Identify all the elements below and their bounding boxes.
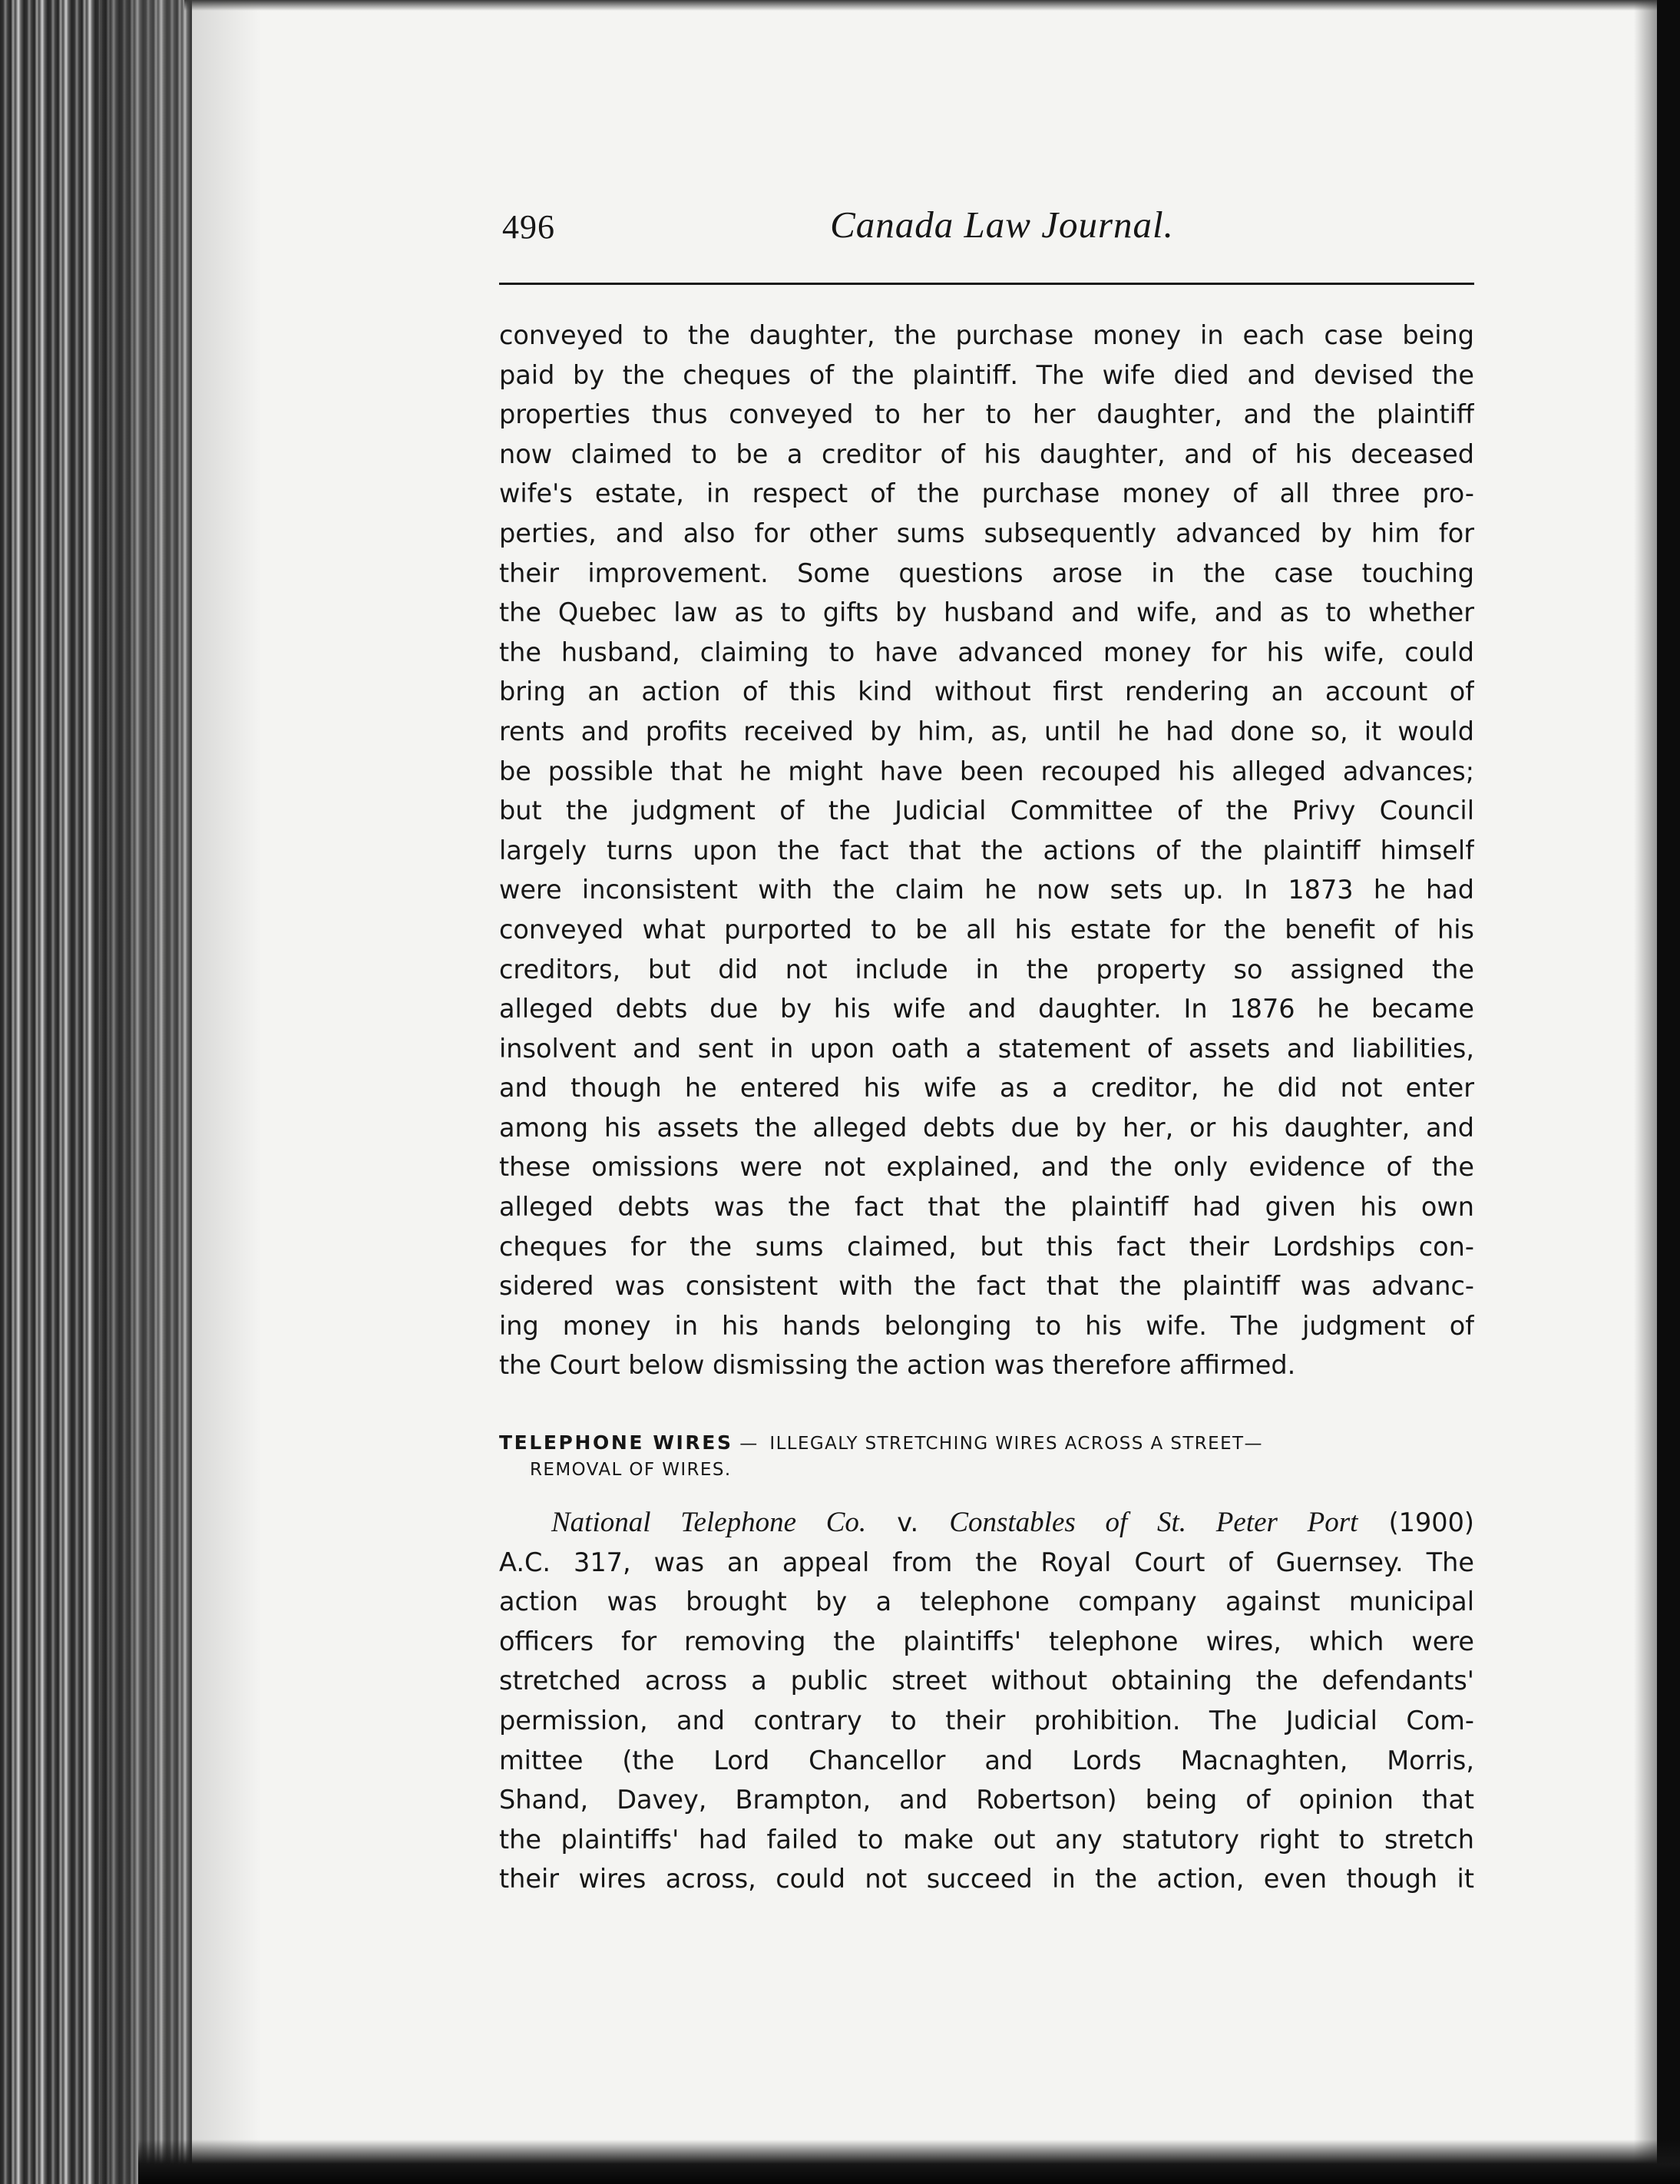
text-line: mittee (the Lord Chancellor and Lords Macnaghten, Morris, [499,1745,1474,1775]
text-line: stretched across a public street without obtaining the defendants' [499,1666,1474,1696]
text-line: wife's estate, in respect of the purchase money of all three pro- [499,478,1474,509]
section-heading-subject: ILLEGALY STRETCHING WIRES ACROSS A STREET— [769,1434,1263,1454]
section-heading-key: TELEPHONE WIRES [499,1431,733,1454]
case-name-defendant: Constables of St. Peter Port [949,1507,1358,1539]
text-line: largely turns upon the fact that the actions of the plaintiff himself [499,835,1474,865]
text-line: cheques for the sums claimed, but this fact their Lordships con- [499,1231,1474,1262]
section-heading [499,1430,1474,1483]
text-line: now claimed to be a creditor of his daughter, and of his deceased [499,438,1474,469]
text-line: alleged debts due by his wife and daughter. In 1876 he became [499,994,1474,1024]
page-right-edge [1657,0,1680,2184]
text-line: and though he entered his wife as a creditor, he did not enter [499,1073,1474,1104]
case-name-plaintiff: National Telephone Co. [551,1507,867,1539]
paragraph-continued [499,316,1474,1385]
text-line: permission, and contrary to their prohibition. The Judicial Com- [499,1706,1474,1736]
case-citation-year: (1900) [1358,1507,1474,1538]
text-line: rents and profits received by him, as, until he had done so, it would [499,716,1474,746]
text-line: A.C. 317, was an appeal from the Royal Court of Guernsey. The [499,1547,1474,1577]
text-line: their wires across, could not succeed in the action, even though it [499,1864,1474,1894]
text-line: ing money in his hands belonging to his wife. The judgment of [499,1310,1474,1341]
journal-title: Canada Law Journal. [830,204,1174,246]
text-line: were inconsistent with the claim he now sets up. In 1873 he had [499,875,1474,905]
page-right-shadow [1634,0,1657,2184]
journal-page [499,204,1474,1899]
text-line: the husband, claiming to have advanced money for his wife, could [499,637,1474,667]
text-line: the Court below dismissing the action was therefore affirmed. [499,1350,1296,1381]
page-bottom-edge [138,2139,1680,2184]
text-line: paid by the cheques of the plaintiff. The wife died and devised the [499,359,1474,390]
text-line: among his assets the alleged debts due by her, or his daughter, and [499,1112,1474,1143]
text-line: sidered was consistent with the fact that the plaintiff was advanc- [499,1271,1474,1302]
text-line: properties thus conveyed to her to her daughter, and the plaintiff [499,399,1474,430]
text-line: Shand, Davey, Brampton, and Robertson) being of opinion that [499,1785,1474,1815]
text-line: alleged debts was the fact that the plaintiff had given his own [499,1192,1474,1223]
text-line: conveyed what purported to be all his estate for the benefit of his [499,914,1474,945]
text-line: creditors, but did not include in the property so assigned the [499,954,1474,984]
text-line: but the judgment of the Judicial Committee of the Privy Council [499,796,1474,826]
text-line: be possible that he might have been recouped his alleged advances; [499,756,1474,786]
page-number: 496 [502,208,555,246]
section-heading-subject-cont: REMOVAL OF WIRES. [530,1460,732,1481]
text-line: action was brought by a telephone company against municipal [499,1587,1474,1617]
case-paragraph [499,1503,1474,1899]
binding-shadow [100,0,261,2184]
text-line: conveyed to the daughter, the purchase money in each case being [499,320,1474,350]
text-line: bring an action of this kind without first rendering an account of [499,677,1474,707]
text-line: perties, and also for other sums subsequently advanced by him for [499,518,1474,548]
header-rule [499,283,1474,285]
text-line: the plaintiffs' had failed to make out any statutory right to stretch [499,1824,1474,1855]
text-line: these omissions were not explained, and the only evidence of the [499,1152,1474,1183]
section-heading-dash: — [733,1434,766,1454]
running-head [499,204,1474,269]
text-line: officers for removing the plaintiffs' telephone wires, which were [499,1626,1474,1656]
text-line: the Quebec law as to gifts by husband and wife, and as to whether [499,597,1474,628]
text-line: insolvent and sent in upon oath a statement of assets and liabilities, [499,1033,1474,1064]
text-line: their improvement. Some questions arose in the case touching [499,558,1474,588]
page-top-edge [184,0,1657,11]
case-first-line [499,1503,1474,1543]
case-versus: v. [866,1507,950,1538]
